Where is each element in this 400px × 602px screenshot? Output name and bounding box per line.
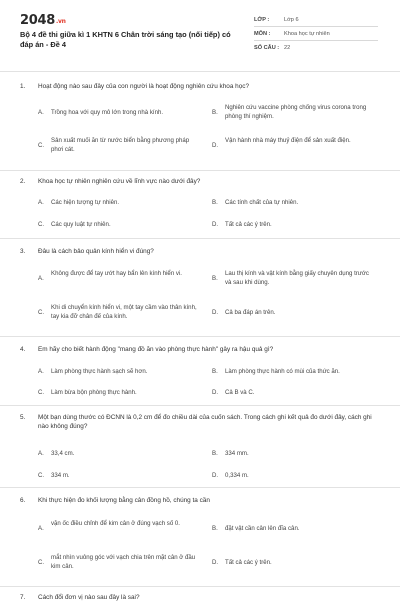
meta-divider bbox=[254, 40, 378, 41]
question-number: 7. bbox=[20, 594, 26, 601]
question-number: 3. bbox=[20, 248, 26, 255]
document-header bbox=[0, 0, 400, 72]
meta-label-count: SỐ CÂU : bbox=[254, 45, 280, 51]
meta-divider bbox=[254, 26, 378, 27]
question-number: 1. bbox=[20, 83, 26, 90]
question-divider bbox=[0, 487, 400, 488]
question-divider bbox=[0, 170, 400, 171]
meta-label-subject: MÔN : bbox=[254, 31, 271, 37]
question-text: Khoa học tự nhiên nghiên cứu về lĩnh vực nào dưới đây? bbox=[38, 178, 201, 185]
question-number: 5. bbox=[20, 414, 26, 421]
site-logo[interactable]: 2048.vn bbox=[20, 13, 66, 28]
meta-value-subject: Khoa học tự nhiên bbox=[284, 31, 330, 37]
meta-value-count: 22 bbox=[284, 45, 291, 51]
question-text: Em hãy cho biết hành động "mang đồ ăn vào phòng thực hành" gây ra hậu quả gì? bbox=[38, 346, 274, 353]
question-number: 6. bbox=[20, 497, 26, 504]
header-divider bbox=[0, 71, 400, 72]
question-divider bbox=[0, 586, 400, 587]
question-text: Hoạt động nào sau đây của con người là hoạt động nghiên cứu khoa học? bbox=[38, 83, 250, 90]
question-divider bbox=[0, 405, 400, 406]
meta-value-class: Lớp 6 bbox=[284, 17, 299, 23]
question-divider bbox=[0, 238, 400, 239]
question-text: Một bạn dùng thước có ĐCNN là 0,2 cm để đo chiều dài của cuốn sách. Trong cách ghi kết quả đo dưới đây, cách ghi nào không đúng? bbox=[38, 414, 372, 430]
question-text: Khi thực hiện đo khối lượng bằng cân đồng hồ, chúng ta cần bbox=[38, 497, 210, 504]
question-number: 4. bbox=[20, 346, 26, 353]
document-title: Bộ 4 đề thi giữa kì 1 KHTN 6 Chân trời sáng tạo (nối tiếp) có đáp án - Đề 4 bbox=[20, 30, 231, 49]
question-number: 2. bbox=[20, 178, 26, 185]
question-text: Đâu là cách bảo quản kính hiển vi đúng? bbox=[38, 248, 154, 255]
meta-label-class: LỚP : bbox=[254, 17, 270, 23]
question-text: Cách đổi đơn vị nào sau đây là sai? bbox=[38, 594, 140, 601]
question-divider bbox=[0, 336, 400, 337]
